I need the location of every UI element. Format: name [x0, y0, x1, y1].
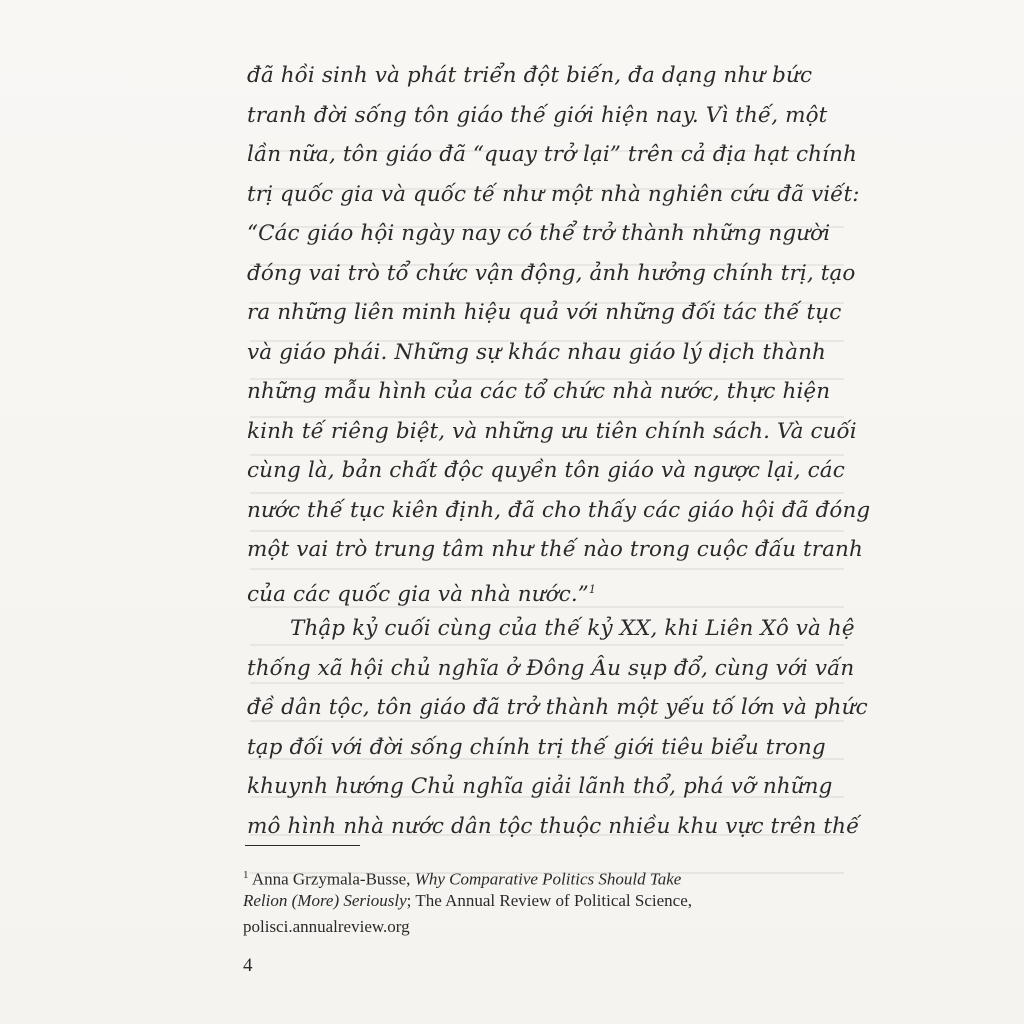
text-line: một vai trò trung tâm như thế nào trong cuộc đấu tranh: [247, 537, 863, 562]
text-line: và giáo phái. Những sự khác nhau giáo lý dịch thành: [247, 339, 826, 365]
footnote-reference[interactable]: 1: [588, 582, 596, 596]
footnote-line-1: [243, 862, 843, 888]
paragraph-line: khuynh hướng Chủ nghĩa giải lãnh thổ, phá vỡ những: [247, 774, 833, 799]
text-line: trị quốc gia và quốc tế như một nhà nghiên cứu đã viết:: [247, 181, 860, 207]
paragraph-line: Thập kỷ cuối cùng của thế kỷ XX, khi Liên Xô và hệ: [290, 616, 855, 641]
paragraph-line: tạp đối với đời sống chính trị thế giới tiêu biểu trong: [247, 734, 826, 760]
text-line: ra những liên minh hiệu quả với những đối tác thế tục: [247, 300, 842, 325]
text-line-last: [247, 570, 837, 610]
text-line-content: của các quốc gia và nhà nước.”: [247, 581, 589, 607]
footnote-url[interactable]: polisci.annualreview.org: [243, 917, 410, 936]
text-line: lần nữa, tôn giáo đã “quay trở lại” trên cả địa hạt chính: [247, 142, 857, 167]
text-line: đóng vai trò tổ chức vận động, ảnh hưởng chính trị, tạo: [247, 260, 856, 286]
footnote-title-2: Relion (More) Seriously: [243, 891, 407, 910]
footnote-divider: [245, 845, 360, 846]
text-line: nước thế tục kiên định, đã cho thấy các giáo hội đã đóng: [247, 497, 871, 523]
paragraph-line: đề dân tộc, tôn giáo đã trở thành một yếu tố lớn và phức: [247, 695, 868, 720]
text-line: tranh đời sống tôn giáo thế giới hiện nay. Vì thế, một: [247, 102, 828, 128]
footnote-title-1: Why Comparative Politics Should Take: [414, 869, 682, 889]
text-line: cùng là, bản chất độc quyền tôn giáo và ngược lại, các: [247, 458, 845, 483]
text-line: kinh tế riêng biệt, và những ưu tiên chính sách. Và cuối: [247, 418, 857, 444]
main-text: [247, 56, 871, 846]
page-number: 4: [243, 955, 253, 976]
paragraph-line: thống xã hội chủ nghĩa ở Đông Âu sụp đổ, cùng với vấn: [247, 655, 855, 681]
paragraph-line: mô hình nhà nước dân tộc thuộc nhiều khu vực trên thế: [247, 813, 860, 839]
footnote: [243, 862, 843, 940]
text-line: “Các giáo hội ngày nay có thể trở thành những người: [247, 221, 831, 246]
footnote-number: 1: [243, 869, 249, 881]
footnote-author: Anna Grzymala-Busse,: [251, 869, 411, 889]
text-line: đã hồi sinh và phát triển đột biến, đa dạng như bức: [247, 63, 813, 88]
footnote-journal: ; The Annual Review of Political Science,: [406, 891, 692, 910]
text-line: những mẫu hình của các tổ chức nhà nước, thực hiện: [247, 379, 831, 404]
footnote-line-3: [243, 914, 843, 940]
footnote-line-2: [243, 888, 843, 914]
